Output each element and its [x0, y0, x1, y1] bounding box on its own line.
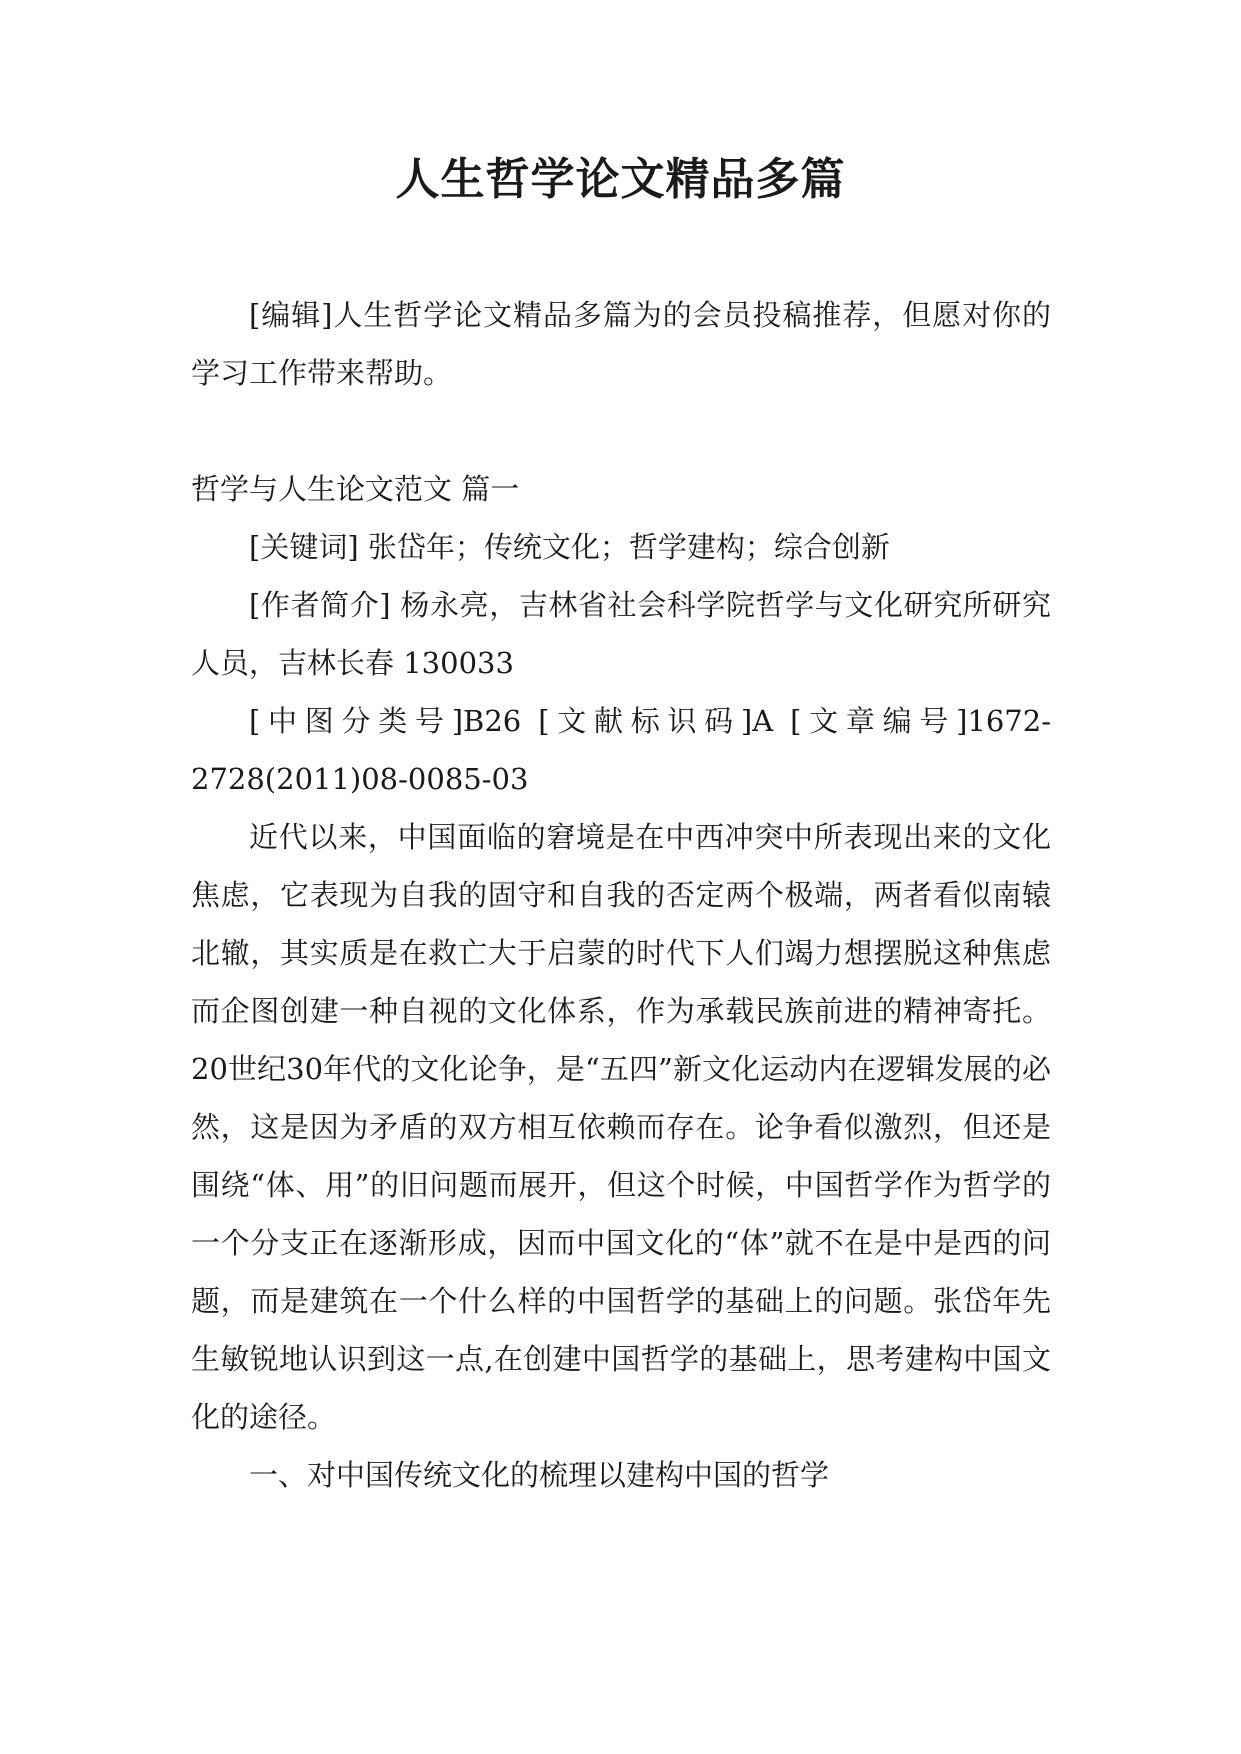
keywords-line: [关键词] 张岱年；传统文化；哲学建构；综合创新	[249, 530, 890, 564]
section-heading: 哲学与人生论文范文 篇一	[191, 472, 520, 506]
document-title: 人生哲学论文精品多篇	[395, 154, 846, 205]
paragraph-gap	[191, 402, 1051, 460]
subheading: 一、对中国传统文化的梳理以建构中国的哲学	[249, 1458, 830, 1492]
intro-paragraph: [编辑]人生哲学论文精品多篇为的会员投稿推荐，但愿对你的学习工作带来帮助。	[191, 298, 1051, 390]
author-bio: [作者简介] 杨永亮，吉林省社会科学院哲学与文化研究所研究人员，吉林长春 130033	[191, 588, 1051, 680]
classification-line: [中图分类号]B26 [文献标识码]A [文章编号]1672-2728(2011)08-0085-03	[191, 704, 1051, 796]
document-body	[191, 286, 1051, 1504]
body-paragraph: 近代以来，中国面临的窘境是在中西冲突中所表现出来的文化焦虑，它表现为自我的固守和自我的否定两个极端，两者看似南辕北辙，其实质是在救亡大于启蒙的时代下人们竭力想摆脱这种焦虑而企图创建一种自视的文化体系，作为承载民族前进的精神寄托。20世纪30年代的文化论争，是“五四”新文化运动内在逻辑发展的必然，这是因为矛盾的双方相互依赖而存在。论争看似激烈，但还是围绕“体、用”的旧问题而展开，但这个时候，中国哲学作为哲学的一个分支正在逐渐形成，因而中国文化的“体”就不在是中是西的问题，而是建筑在一个什么样的中国哲学的基础上的问题。张岱年先生敏锐地认识到这一点,在创建中国哲学的基础上，思考建构中国文化的途径。	[191, 820, 1051, 1434]
